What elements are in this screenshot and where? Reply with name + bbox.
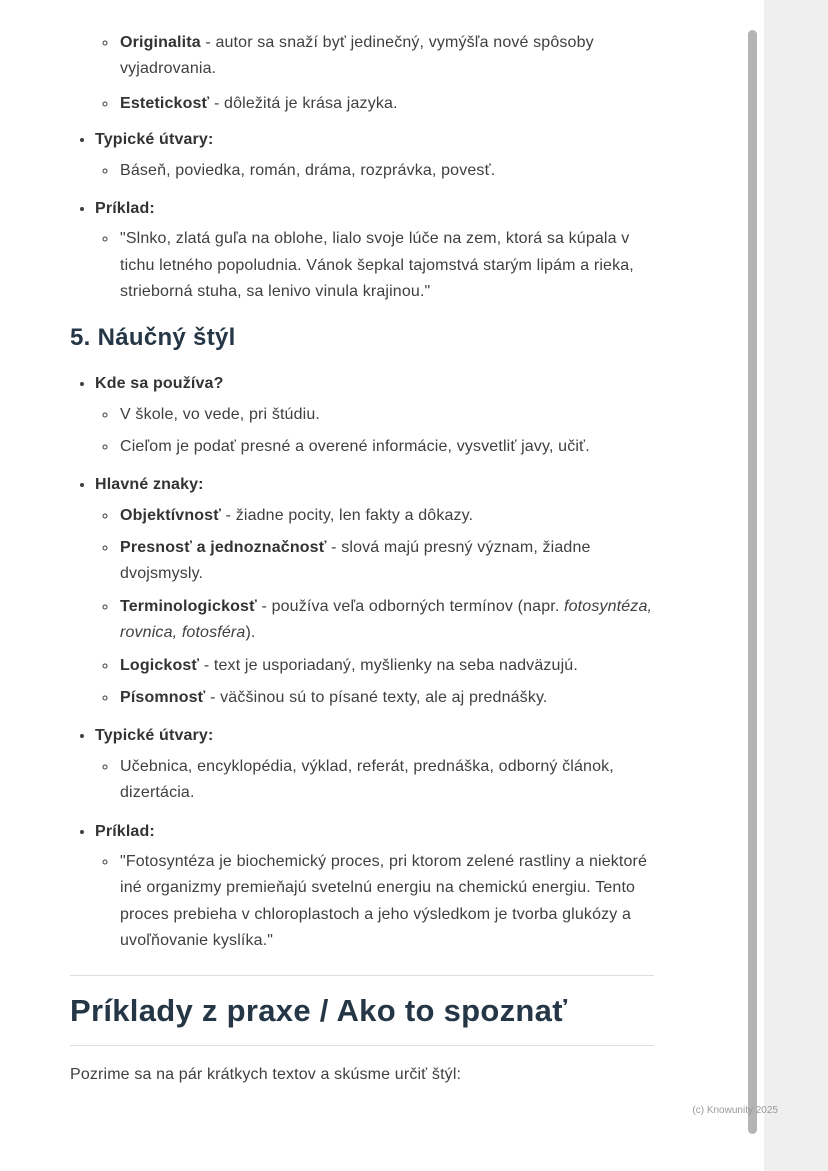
art-style-list xyxy=(70,127,654,305)
style-features-list xyxy=(70,30,654,117)
term-description: - používa veľa odborných termínov (napr. xyxy=(256,597,565,615)
copyright-footer: (c) Knowunity 2025 xyxy=(692,1105,778,1116)
term-description: - väčšinou sú to písané texty, ale aj prednášky. xyxy=(205,689,548,707)
term-description-cont: ). xyxy=(245,624,256,642)
list-item xyxy=(118,503,654,529)
right-margin xyxy=(764,0,828,1171)
list-item xyxy=(118,158,654,184)
section-divider xyxy=(70,975,654,976)
page-heading: Príklady z praxe / Ako to spoznať xyxy=(70,992,654,1046)
term-description: - slová majú presný význam, žiadne dvojsmysly. xyxy=(120,539,591,583)
list-item xyxy=(118,91,654,117)
sub-list xyxy=(95,158,654,184)
feature-description: - autor sa snaží byť jedinečný, vymýšľa nové spôsoby vyjadrovania. xyxy=(120,34,594,78)
example-quote: "Slnko, zlatá guľa na oblohe, lialo svoje lúče na zem, ktorá sa kúpala v tichu letného popoludnia. Vánok šepkal tajomstvá starým lipám a rieka, strieborná stuha, sa lenivo vinula krajinou." xyxy=(120,230,634,301)
list-item xyxy=(118,594,654,647)
list-item xyxy=(118,535,654,588)
item-text: V škole, vo vede, pri štúdiu. xyxy=(120,405,321,423)
section-heading: 5. Náučný štýl xyxy=(70,323,236,351)
item-text: Báseň, poviedka, román, dráma, rozprávka, povesť. xyxy=(120,161,496,179)
list-item xyxy=(95,196,654,306)
feature-description: - dôležitá je krása jazyka. xyxy=(209,94,398,112)
section5-list xyxy=(70,371,654,954)
document-content xyxy=(70,30,654,1088)
list-item xyxy=(118,30,654,83)
list-item xyxy=(118,685,654,711)
term: Objektívnosť xyxy=(120,506,222,524)
bullet-label: Typické útvary: xyxy=(95,131,214,149)
example-quote: "Fotosyntéza je biochemický proces, pri ktorom zelené rastliny a niektoré iné organizmy premieňajú svetelnú energiu na chemickú energiu. Tento proces prebieha v chloroplastoch a jeho výsledkom je tvorba glukózy a uvoľňovanie kyslíka." xyxy=(120,852,648,950)
term: Terminologickosť xyxy=(120,597,257,615)
item-text: Učebnica, encyklopédia, výklad, referát, prednáška, odborný článok, dizertácia. xyxy=(120,757,614,802)
bullet-label: Príklad: xyxy=(95,822,155,840)
feature-term: Originalita xyxy=(120,34,201,51)
term-description: - text je usporiadaný, myšlienky na seba nadväzujú. xyxy=(199,656,578,674)
list-item xyxy=(118,653,654,679)
term-description: - žiadne pocity, len fakty a dôkazy. xyxy=(221,506,474,524)
bullet-label: Hlavné znaky: xyxy=(95,476,204,494)
list-item xyxy=(95,127,654,184)
term: Presnosť a jednoznačnosť xyxy=(120,539,327,557)
sub-list xyxy=(95,402,654,461)
sub-list xyxy=(95,503,654,712)
list-item xyxy=(95,371,654,460)
list-item xyxy=(118,754,654,807)
item-text: Cieľom je podať presné a overené informácie, vysvetliť javy, učiť. xyxy=(120,437,590,455)
bullet-label: Kde sa používa? xyxy=(95,375,224,393)
sub-list xyxy=(95,226,654,305)
sub-list xyxy=(95,754,654,807)
sub-list xyxy=(95,849,654,955)
bullet-label: Príklad: xyxy=(95,199,155,217)
scrollbar-thumb[interactable] xyxy=(748,30,757,1134)
term: Logickosť xyxy=(120,656,200,674)
list-item xyxy=(95,472,654,711)
list-item xyxy=(118,402,654,428)
term-examples: fotosyntéza, rovnica, fotosféra xyxy=(120,597,653,642)
term: Písomnosť xyxy=(120,689,206,707)
list-item xyxy=(95,723,654,806)
list-item xyxy=(118,434,654,460)
list-item xyxy=(118,226,654,305)
bullet-label: Typické útvary: xyxy=(95,727,214,745)
list-item xyxy=(118,849,654,955)
list-item xyxy=(95,819,654,955)
feature-term: Estetickosť xyxy=(120,94,210,112)
intro-paragraph: Pozrime sa na pár krátkych textov a skúsme určiť štýl: xyxy=(70,1065,462,1083)
